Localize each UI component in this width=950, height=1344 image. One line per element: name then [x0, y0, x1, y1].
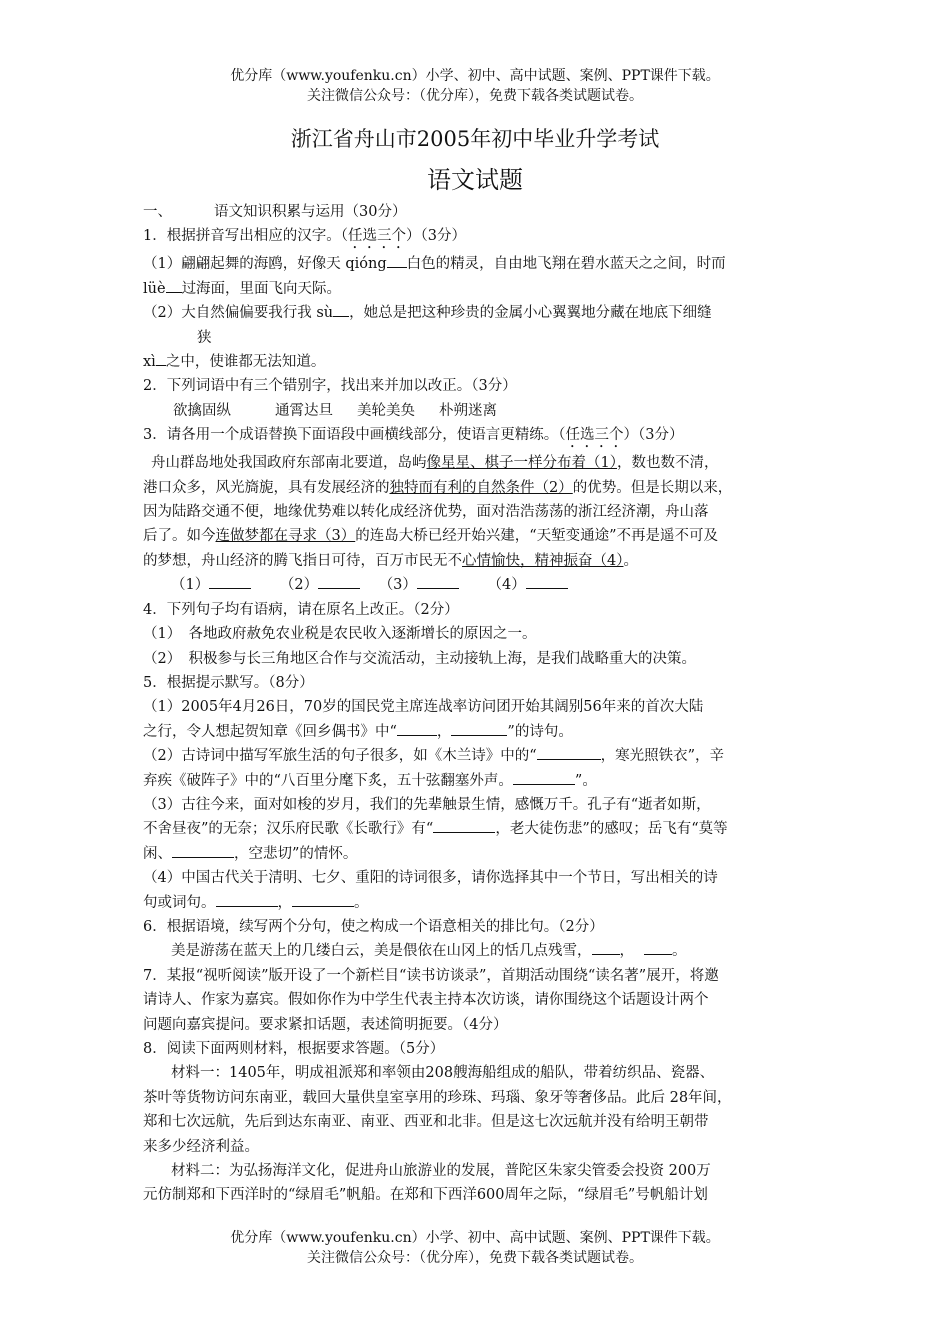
section-heading: 一、 语文知识积累与运用（30分）: [143, 204, 407, 220]
q4-sentence-2: （2） 积极参与长三角地区合作与交流活动，主动接轨上海，是我们战略重大的决策。: [143, 650, 696, 667]
q5-c-line-1: （3）古往今来，面对如梭的岁月，我们的先辈触景生情，感慨万千。孔子有“逝者如斯，: [143, 796, 711, 813]
q1-blank-2[interactable]: [166, 278, 182, 293]
q5-blank[interactable]: [433, 818, 495, 833]
q3-stem: 3．请各用一个成语替换下面语段中画横线部分，使语言更精练。（任选三个）（3分）: [143, 427, 684, 444]
page-footer: [0, 1228, 950, 1268]
q1-blank-3[interactable]: [333, 302, 349, 317]
q2-word: 通霄达旦: [275, 402, 333, 419]
q5-blank[interactable]: [537, 745, 601, 760]
q3-answer-blank[interactable]: [417, 574, 459, 589]
q2-words: [143, 399, 813, 423]
q5-blank[interactable]: [216, 892, 278, 907]
exam-subtitle: 语文试题: [427, 166, 523, 194]
q3-para-3: 因为陆路交通不便，地缘优势难以转化成经济优势，面对浩浩荡荡的浙江经济潮，舟山落: [143, 504, 709, 521]
q8-material-2: 元仿制郑和下西洋时的“绿眉毛”帆船。在郑和下西洋600周年之际，“绿眉毛”号帆船计划: [143, 1187, 708, 1204]
q7-line-1: 7．某报“视听阅读”版开设了一个新栏目“读书访谈录”，首期活动围绕“读名著”展开，将邀: [143, 967, 719, 984]
q3-para-5: 的梦想，舟山经济的腾飞指日可待，百万市民无不心情愉快，精神振奋（4）。: [143, 552, 638, 569]
q5-blank[interactable]: [513, 770, 575, 785]
q2-word: 朴朔迷离: [439, 402, 497, 419]
q6-blank[interactable]: [644, 940, 672, 955]
footer-line-1: 优分库（www.youfenku.cn）小学、初中、高中试题、案例、PPT课件下载。: [230, 1230, 720, 1246]
q6-line: 美是游荡在蓝天上的几缕白云，美是偎依在山冈上的恬几点残雪， ， 。: [143, 939, 813, 963]
q5-a-line-2: 之行，令人想起贺知章《回乡偶书》中“ ， ”的诗句。: [143, 720, 813, 744]
q8-material-2: 材料二：为弘扬海洋文化，促进舟山旅游业的发展，普陀区朱家尖管委会投资 200万: [171, 1163, 711, 1180]
q2-word: 欲擒固纵: [173, 402, 231, 419]
q4-sentence-1: （1） 各地政府赦免农业税是农民收入逐渐增长的原因之一。: [143, 626, 537, 643]
q1-blank-1[interactable]: [387, 253, 407, 268]
footer-line-2: 关注微信公众号：（优分库），免费下载各类试题试卷。: [307, 1250, 643, 1266]
q8-material-1: 茶叶等货物访问东南亚，载回大量供皇室享用的珍珠、玛瑙、象牙等奢侈品。此后 28年间，: [143, 1089, 732, 1106]
q8-stem: 8．阅读下面两则材料，根据要求答题。（5分）: [143, 1041, 445, 1057]
q3-answer-blank[interactable]: [526, 574, 568, 589]
q3-para-2: 港口众多，风光旖旎，具有发展经济的独特而有利的自然条件（2）的优势。但是长期以来，: [143, 479, 733, 496]
q5-blank[interactable]: [172, 843, 234, 858]
q1-line-3: （2）大自然偏偏要我行我 sù ，她总是把这种珍贵的金属小心翼翼地分藏在地底下细缝: [143, 301, 813, 325]
q7-line-3: 问题向嘉宾提问。要求紧扣话题，表述简明扼要。（4分）: [143, 1016, 508, 1033]
q7-line-2: 请诗人、作家为嘉宾。假如你作为中学生代表主持本次访谈，请你围绕这个话题设计两个: [143, 992, 709, 1009]
q1-line-4: 狭: [197, 329, 212, 346]
q5-blank[interactable]: [397, 721, 437, 736]
q2-stem: 2．下列词语中有三个错别字，找出来并加以改正。（3分）: [143, 378, 517, 395]
q1-line-5: xì 之中，使谁都无法知道。: [143, 350, 813, 374]
exam-title: 浙江省舟山市2005年初中毕业升学考试: [290, 127, 660, 151]
q3-answer-blank[interactable]: [318, 574, 360, 589]
q3-para-1: 舟山群岛地处我国政府东部南北要道，岛屿像星星、棋子一样分布着（1），数也数不清，: [151, 455, 719, 472]
q5-b-line-2: 弃疾《破阵子》中的“八百里分麾下炙，五十弦翻塞外声。 ”。: [143, 769, 813, 793]
q3-answers: （1） （2） （3） （4）: [143, 573, 813, 597]
q5-b-line-1: （2）古诗词中描写军旅生活的句子很多，如《木兰诗》中的“ ，寒光照铁衣”，辛: [143, 744, 813, 768]
q1-line-2: lüè 过海面，里面飞向天际。: [143, 277, 813, 301]
q5-blank[interactable]: [451, 721, 507, 736]
page-header-top: [0, 66, 950, 106]
q8-material-1: 材料一：1405年，明成祖派郑和率领由208艘海船组成的船队，带着纺织品、瓷器、: [171, 1065, 715, 1082]
q4-stem: 4．下列句子均有语病，请在原名上改正。（2分）: [143, 601, 459, 618]
header-line-2: 关注微信公众号：（优分库），免费下载各类试题试卷。: [307, 88, 643, 104]
header-line-1: 优分库（www.youfenku.cn）小学、初中、高中试题、案例、PPT课件下载。: [230, 68, 720, 84]
q8-material-1: 郑和七次远航，先后到达东南亚、南亚、西亚和北非。但是这七次远航并没有给明王朝带: [143, 1114, 709, 1131]
q5-blank[interactable]: [292, 892, 354, 907]
q1-blank-4[interactable]: [156, 351, 166, 366]
q1-stem: 1．根据拼音写出相应的汉字。（任选三个）（3分）: [143, 228, 466, 245]
q5-d-line-1: （4）中国古代关于清明、七夕、重阳的诗词很多，请你选择其中一个节日，写出相关的诗: [143, 870, 718, 887]
q1-line-1: （1）翩翩起舞的海鸥，好像天 qióng 白色的精灵，自由地飞翔在碧水蓝天之之间，时而: [143, 252, 813, 276]
q3-para-4: 后了。如今连做梦都在寻求（3）的连岛大桥已经开始兴建，“天堑变通途”不再是遥不可及: [143, 528, 719, 545]
q5-c-line-2: 不舍昼夜”的无奈；汉乐府民歌《长歌行》有“ ，老大徒伤悲”的感叹；岳飞有“莫等: [143, 817, 813, 841]
q5-d-line-2: 句或词句。 ， 。: [143, 891, 813, 915]
q2-word: 美轮美奂: [357, 402, 415, 419]
q6-stem: 6．根据语境，续写两个分句，使之构成一个语意相关的排比句。（2分）: [143, 918, 604, 935]
q5-stem: 5．根据提示默写。（8分）: [143, 674, 314, 691]
q5-a-line-1: （1）2005年4月26日，70岁的国民党主席连战率访问团开始其阔别56年来的首次大陆: [143, 699, 704, 716]
q3-answer-blank[interactable]: [209, 574, 251, 589]
q8-material-1: 来多少经济利益。: [143, 1138, 259, 1155]
q5-c-line-3: 闲、 ，空悲切”的情怀。: [143, 842, 813, 866]
q6-blank[interactable]: [592, 940, 620, 955]
exam-body: [143, 200, 813, 1208]
